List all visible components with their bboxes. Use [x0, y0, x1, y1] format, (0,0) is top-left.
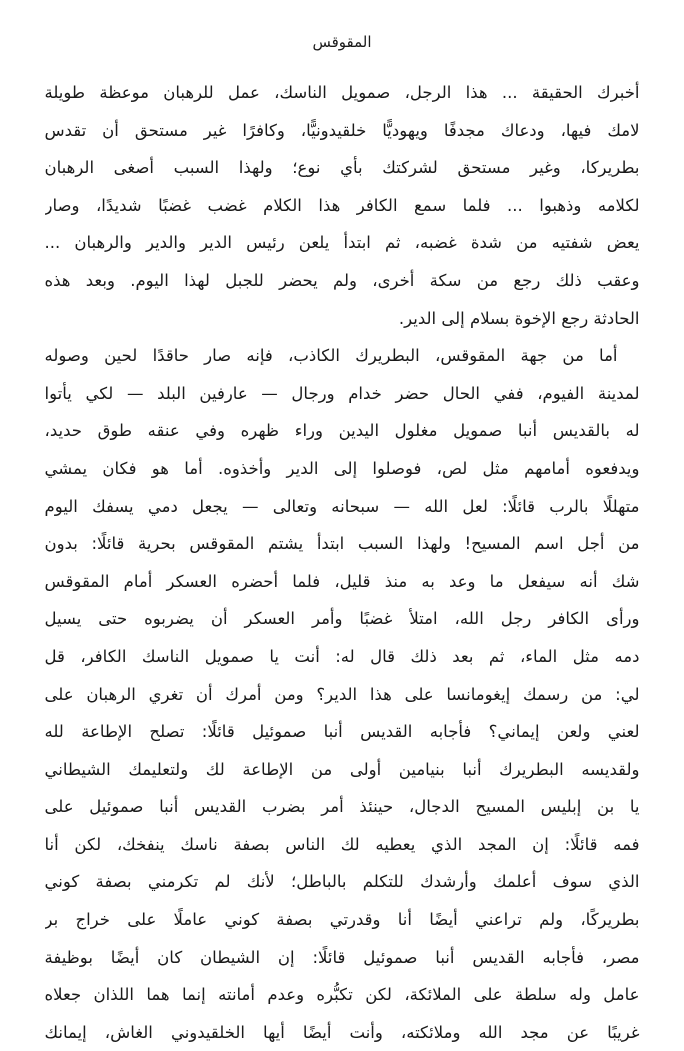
text-line: يعض شفتيه من شدة غضبه، ثم ابتدأ يلعن رئيس الدير والدير والرهبان ... [44, 233, 640, 253]
paragraph-1 [45, 74, 640, 337]
text-line: أخبرك الحقيقة ... هذا الرجل، صمويل الناسك، عمل للرهبان موعظة طويلة [44, 83, 640, 102]
text-line: ويدفعوه أمامهم مثل لص، فوصلوا إلى الدير وأخذوه. أما هو فكان يمشي [44, 458, 640, 478]
text-line: وعقب ذلك رجع من سكة أخرى، ولم يحضر للجبل لهذا اليوم. وبعد هذه [44, 270, 640, 290]
text-line: شك أنه سيفعل ما وعد به منذ قليل، فلما أحضره العسكر أمام المقوقس [44, 571, 640, 591]
text-line: مصر، فأجابه القديس أنبا صموئيل قائلًا: إن الشيطان كان أيضًا بوظيفة [44, 947, 640, 967]
text-line: أما من جهة المقوقس، البطريرك الكاذب، فإنه صار حاقدًا لحين وصوله [44, 346, 618, 366]
text-line: لي: من رسمك إيغومانسا على هذا الدير؟ ومن أمرك أن تغري الرهبان على [44, 684, 640, 704]
text-line: لامك فيها، ودعاك مجدفًا ويهوديًّا خلقيدونيًّا، وكافرًا غير مستحق أن تقدس [44, 120, 640, 140]
text-line: من أجل اسم المسيح! ولهذا السبب ابتدأ يشتم المقوقس بحرية قائلًا: بدون [44, 534, 640, 554]
text-line: يا بن إبليس المسيح الدجال، حينئذ أمر بضرب القديس أنبا صموئيل على [44, 797, 640, 817]
text-line: متهللًا بالرب قائلًا: لعل الله — سبحانه وتعالى — يجعل دمي يسفك اليوم [44, 496, 640, 516]
text-line: لمدينة الفيوم، ففي الحال حضر خدام ورجال — عارفين البلد — لكي يأتوا [44, 383, 640, 403]
body-text [45, 74, 640, 1051]
text-line: ولقديسه البطريرك أنبا بنيامين أولى من الإطاعة لك ولتعليمك الشيطاني [44, 759, 640, 779]
paragraph-2 [45, 337, 640, 1051]
text-line: الذي سوف أعلمك وأرشدك للتكلم بالباطل؛ لأنك لم تكرمني بصفة كوني [44, 872, 640, 892]
text-line: لعني ولعن إيماني؟ فأجابه القديس أنبا صموئيل قائلًا: تصلح الإطاعة لله [44, 722, 640, 742]
text-line: لكلامه وذهبوا ... فلما سمع الكافر هذا الكلام غضب غضبًا شديدًا، وصار [44, 195, 640, 215]
text-line: فمه قائلًا: إن المجد الذي يعطيه لك الناس بصفة ناسك ينفخك، لكن أنا [44, 834, 640, 854]
text-line: له بالقديس أنبا صمويل مغلول اليدين وراء ظهره وفي عنقه طوق حديد، [44, 421, 640, 441]
text-line: غريبًا عن مجد الله وملائكته، وأنت أيضًا أيها الخلقيدوني الغاش، إيمانك [44, 1022, 640, 1042]
text-line: بطريركا، وغير مستحق لشركتك بأي نوع؛ ولهذا السبب أصغى الرهبان [44, 158, 640, 178]
text-line: بطريركًا، ولم تراعني أيضًا أنا وقدرتي بصفة كوني عاملًا على خراج بر [44, 910, 640, 930]
text-line: دمه مثل الماء، ثم بعد ذلك قال له: أنت يا صمويل الناسك الكافر، قل [44, 646, 640, 666]
running-header: المقوقس [312, 33, 372, 51]
text-line: الحادثة رجع الإخوة بسلام إلى الدير. [398, 308, 640, 328]
text-line: عامل وله سلطة على الملائكة، لكن تكبُّره وعدم أمانته إنما هما اللذان جعلاه [44, 985, 640, 1005]
text-line: ورأى الكافر رجل الله، امتلأ غضبًا وأمر العسكر أن يضربوه حتى يسيل [44, 609, 640, 629]
